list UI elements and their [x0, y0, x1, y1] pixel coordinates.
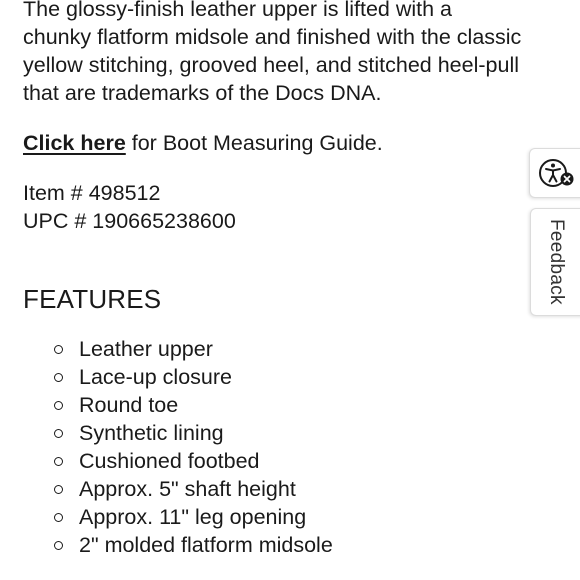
item-number: Item # 498512 — [23, 181, 161, 205]
list-item: Synthetic lining — [23, 419, 523, 447]
bullet-circle-icon — [54, 345, 63, 354]
boot-guide-link[interactable]: Click here — [23, 131, 126, 155]
accessibility-button[interactable] — [529, 148, 580, 198]
boot-measuring-guide — [23, 129, 523, 157]
product-description: The glossy-finish leather upper is lifted with a chunky flatform midsole and finished with the classic yellow stitching, grooved heel, and stitched heel-pull that are trademarks of the Docs DNA. — [23, 0, 522, 105]
list-item: Approx. 5" shaft height — [23, 475, 523, 503]
bullet-circle-icon — [54, 513, 63, 522]
features-list — [23, 335, 523, 559]
bullet-circle-icon — [54, 541, 63, 550]
item-info — [23, 179, 523, 235]
feedback-label: Feedback — [546, 219, 567, 305]
bullet-circle-icon — [54, 457, 63, 466]
list-item: Approx. 11" leg opening — [23, 503, 523, 531]
boot-guide-text: for Boot Measuring Guide. — [125, 131, 383, 155]
features-heading: FEATURES — [23, 284, 162, 314]
list-item: Cushioned footbed — [23, 447, 523, 475]
list-item: Lace-up closure — [23, 363, 523, 391]
bullet-circle-icon — [54, 373, 63, 382]
list-item: Leather upper — [23, 335, 523, 363]
list-item: 2" molded flatform midsole — [23, 531, 523, 559]
accessibility-icon — [538, 156, 576, 190]
upc-number: UPC # 190665238600 — [23, 209, 236, 233]
feedback-button[interactable] — [530, 208, 580, 316]
product-details — [23, 0, 523, 559]
bullet-circle-icon — [54, 429, 63, 438]
bullet-circle-icon — [54, 401, 63, 410]
list-item: Round toe — [23, 391, 523, 419]
bullet-circle-icon — [54, 485, 63, 494]
